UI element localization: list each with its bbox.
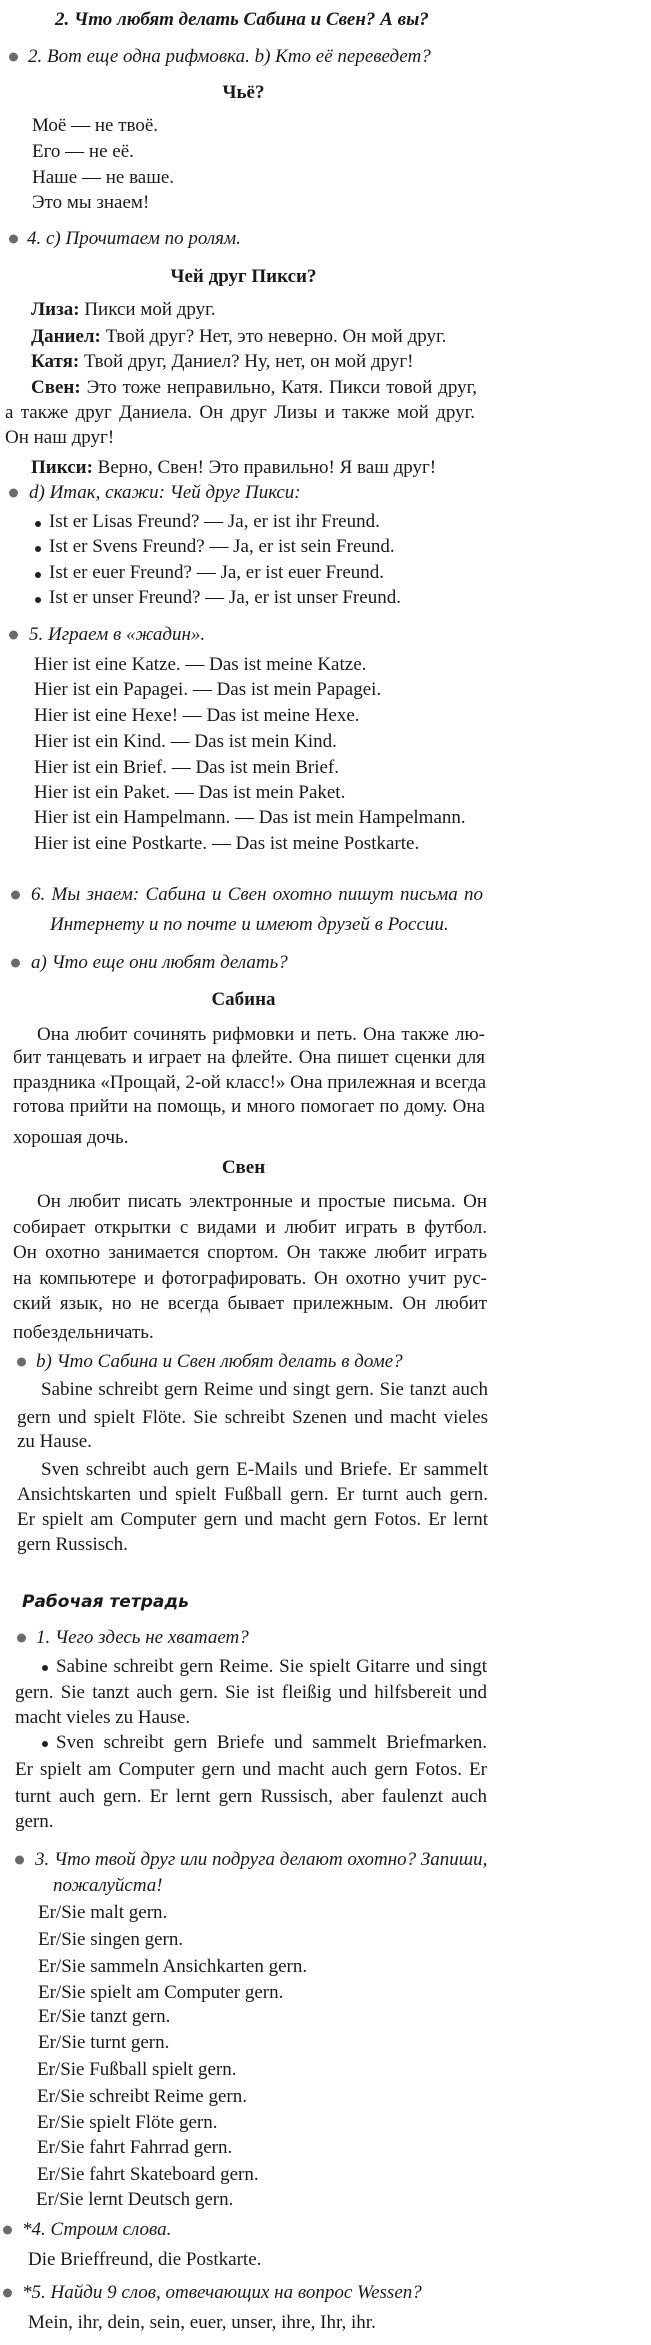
paragraph-line: Sven schreibt auch gern E-Mails und Briefe. Er sammelt	[41, 1459, 488, 1480]
speaker: Пикси:	[31, 457, 93, 478]
speech: Верно, Свен! Это правильно! Я ваш друг!	[92, 457, 437, 478]
task-heading: пожалуйста!	[53, 1875, 163, 1896]
paragraph-line: Ansichtskarten und spielt Fußball gern. Er turnt auch gern.	[17, 1484, 488, 1505]
task-heading: 6. Мы знаем: Сабина и Свен охотно пишут письма по	[31, 884, 483, 905]
dialog-line	[31, 300, 216, 320]
answer-line: Er/Sie turnt gern.	[38, 2032, 170, 2053]
paragraph-line: хорошая дочь.	[13, 1127, 129, 1148]
task-heading: b) Что Сабина и Свен любят делать в доме?	[36, 1351, 403, 1372]
paragraph-line: Он любит писать электронные и простые письма. Он	[37, 1191, 487, 1212]
task-heading: Интернету и по почте и имеют друзей в России.	[50, 914, 449, 935]
task-heading: *5. Найди 9 слов, отвечающих на вопрос Wessen?	[22, 2282, 422, 2303]
paragraph-line: на компьютере и фотографировать. Он охотно учит рус-	[13, 1268, 487, 1289]
bullet-icon	[11, 891, 20, 900]
rhyme-line: Это мы знаем!	[32, 192, 150, 213]
answer-line: Er/Sie tanzt gern.	[38, 2006, 171, 2027]
task-heading: *4. Строим слова.	[22, 2219, 172, 2240]
bullet-icon	[15, 1856, 24, 1865]
game-line: Hier ist ein Kind. — Das ist mein Kind.	[34, 731, 337, 752]
dialog-line	[31, 378, 477, 398]
answer-line: Er/Sie malt gern.	[38, 1902, 168, 1923]
dialog-line	[31, 327, 446, 347]
speaker: Катя:	[31, 351, 80, 372]
answer-line: Er/Sie spielt am Computer gern.	[38, 1982, 284, 2003]
paragraph-line: готова прийти на помощь, и много помогает по дому. Она	[13, 1096, 485, 1117]
answer-line: Die Brieffreund, die Postkarte.	[28, 2249, 262, 2270]
game-line: Hier ist eine Hexe! — Das ist meine Hexe.	[34, 705, 360, 726]
paragraph-line: gern Russisch.	[17, 1534, 128, 1555]
dialog-line	[31, 458, 436, 478]
bullet-icon	[3, 2226, 12, 2235]
task-heading: d) Итак, скажи: Чей друг Пикси:	[29, 482, 301, 503]
task-heading: 5. Играем в «жадин».	[29, 624, 206, 645]
game-line: Hier ist ein Paket. — Das ist mein Paket.	[34, 782, 346, 803]
paragraph-line: Sven schreibt gern Briefe und sammelt Briefmarken.	[56, 1732, 487, 1753]
bullet-icon	[9, 631, 18, 640]
speaker: Лиза:	[31, 299, 80, 320]
speaker: Даниел:	[31, 326, 101, 347]
paragraph-line: zu Hause.	[17, 1431, 92, 1452]
dialog-line: Он наш друг!	[5, 427, 115, 448]
answer-line: Er/Sie lernt Deutsch gern.	[36, 2189, 234, 2210]
speech: Это тоже неправильно, Катя. Пикси товой друг,	[80, 377, 477, 398]
list-bullet-icon	[42, 1665, 48, 1671]
speech: Пикси мой друг.	[79, 299, 216, 320]
rhyme-line: Моё — не твоё.	[32, 115, 159, 136]
list-item: Ist er unser Freund? — Ja, er ist unser Freund.	[49, 587, 401, 608]
bullet-icon	[17, 1634, 26, 1643]
dialog-title: Чей друг Пикси?	[170, 266, 317, 287]
answer-line: Mein, ihr, dein, sein, euer, unser, ihre, Ihr, ihr.	[28, 2312, 376, 2333]
task-heading: 4. c) Прочитаем по ролям.	[27, 228, 241, 249]
speech: Твой друг? Нет, это неверно. Он мой друг.	[100, 326, 447, 347]
list-item: Ist er Lisas Freund? — Ja, er ist ihr Freund.	[49, 511, 380, 532]
section-title-sabina: Сабина	[211, 989, 276, 1010]
task-heading: a) Что еще они любят делать?	[31, 952, 288, 973]
section-title-sven: Свен	[221, 1157, 266, 1178]
bullet-icon	[17, 1358, 26, 1367]
speech: Твой друг, Даниел? Ну, нет, он мой друг!	[79, 351, 414, 372]
list-bullet-icon	[35, 597, 41, 603]
paragraph-line: собирает открытки с видами и любит играть в футбол.	[13, 1217, 487, 1238]
paragraph-line: ский язык, но не всегда бывает прилежным. Он любит	[13, 1293, 487, 1314]
paragraph-line: Sabine schreibt gern Reime. Sie spielt Gitarre und singt	[56, 1656, 487, 1677]
paragraph-line: Она любит сочинять рифмовки и петь. Она также лю-	[37, 1024, 485, 1045]
list-item: Ist er Svens Freund? — Ja, er ist sein Freund.	[49, 536, 395, 557]
answer-line: Er/Sie schreibt Reime gern.	[37, 2086, 247, 2107]
paragraph-line: turnt auch gern. Er lernt gern Russisch, aber faulenzt auch	[15, 1786, 487, 1807]
task-heading: 1. Чего здесь не хватает?	[36, 1627, 249, 1648]
rhyme-line: Его — не её.	[32, 141, 134, 162]
paragraph-line: Er spielt am Computer gern und macht auch gern Fotos. Er	[15, 1759, 487, 1780]
paragraph-line: праздника «Прощай, 2-ой класс!» Она прилежная и всегда	[13, 1072, 487, 1093]
answer-line: Er/Sie Fußball spielt gern.	[37, 2059, 237, 2080]
rhyme-title: Чьё?	[222, 82, 265, 103]
task-heading: 2. Вот еще одна рифмовка. b) Кто её переведет?	[28, 46, 431, 67]
workbook-heading: Рабочая тетрадь	[22, 1592, 189, 1612]
game-line: Hier ist ein Papagei. — Das ist mein Papagei.	[34, 679, 382, 700]
bullet-icon	[11, 959, 20, 968]
game-line: Hier ist ein Hampelmann. — Das ist mein Hampelmann.	[34, 807, 466, 828]
answer-line: Er/Sie sammeln Ansichkarten gern.	[38, 1956, 308, 1977]
dialog-line: а также друг Даниела. Он друг Лизы и также мой друг.	[5, 402, 475, 423]
paragraph-line: gern und spielt Flöte. Sie schreibt Szenen und macht vieles	[17, 1407, 488, 1428]
bullet-icon	[9, 53, 18, 62]
task-heading: 3. Что твой друг или подруга делают охотно? Запиши,	[35, 1849, 488, 1870]
game-line: Hier ist eine Katze. — Das ist meine Katze.	[34, 654, 367, 675]
bullet-icon	[9, 489, 18, 498]
dialog-line	[31, 352, 414, 372]
list-bullet-icon	[35, 521, 41, 527]
answer-line: Er/Sie fahrt Skateboard gern.	[37, 2164, 259, 2185]
paragraph-line: gern.	[15, 1811, 54, 1832]
answer-line: Er/Sie singen gern.	[38, 1929, 184, 1950]
answer-line: Er/Sie spielt Flöte gern.	[37, 2112, 218, 2133]
speaker: Свен:	[31, 377, 81, 398]
list-bullet-icon	[35, 572, 41, 578]
exercise-title: 2. Что любят делать Сабина и Свен? А вы?	[55, 9, 429, 30]
answer-line: Er/Sie fahrt Fahrrad gern.	[37, 2137, 233, 2158]
bullet-icon	[9, 235, 18, 244]
paragraph-line: Он охотно занимается спортом. Он также любит играть	[13, 1242, 487, 1263]
paragraph-line: gern. Sie tanzt auch gern. Sie ist fleißig und hilfsbereit und	[15, 1682, 487, 1703]
paragraph-line: побездельничать.	[13, 1322, 154, 1343]
list-item: Ist er euer Freund? — Ja, er ist euer Freund.	[49, 562, 385, 583]
bullet-icon	[3, 2289, 12, 2298]
list-bullet-icon	[35, 546, 41, 552]
rhyme-line: Наше — не ваше.	[32, 167, 175, 188]
paragraph-line: Sabine schreibt gern Reime und singt gern. Sie tanzt auch	[41, 1379, 488, 1400]
list-bullet-icon	[42, 1741, 48, 1747]
paragraph-line: бит танцевать и играет на флейте. Она пишет сценки для	[13, 1047, 485, 1068]
paragraph-line: macht vieles zu Hause.	[15, 1707, 191, 1728]
game-line: Hier ist ein Brief. — Das ist mein Brief.	[34, 757, 339, 778]
paragraph-line: Er spielt am Computer gern und macht gern Fotos. Er lernt	[17, 1509, 488, 1530]
game-line: Hier ist eine Postkarte. — Das ist meine Postkarte.	[34, 833, 420, 854]
